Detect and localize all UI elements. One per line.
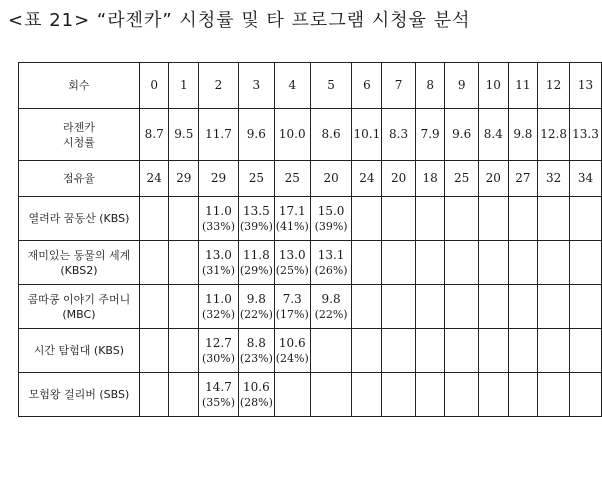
ratings-table bbox=[18, 62, 602, 417]
episode-number: 3 bbox=[238, 63, 274, 109]
program-share-percent: (26%) bbox=[314, 263, 348, 277]
program-rating-value: 13.0 bbox=[278, 247, 306, 262]
ratings-label-line2: 시청률 bbox=[62, 135, 95, 149]
share-value: 25 bbox=[445, 161, 478, 197]
table-body bbox=[19, 63, 602, 417]
program-rating-cell bbox=[352, 241, 382, 285]
rating-value: 8.3 bbox=[382, 109, 415, 161]
program-rating-value: 10.6 bbox=[242, 379, 270, 394]
program-rating-cell bbox=[310, 197, 352, 241]
program-rating-value: 9.8 bbox=[246, 291, 266, 306]
program-share-percent: (32%) bbox=[201, 307, 236, 321]
program-rating-cell bbox=[570, 373, 602, 417]
program-row bbox=[19, 329, 602, 373]
program-rating-cell bbox=[352, 329, 382, 373]
episode-number: 0 bbox=[139, 63, 169, 109]
program-share-percent: (33%) bbox=[201, 219, 236, 233]
program-rating-cell bbox=[445, 285, 478, 329]
episode-number: 2 bbox=[199, 63, 239, 109]
ratings-label bbox=[19, 109, 140, 161]
program-rating-cell bbox=[310, 241, 352, 285]
program-rating-cell bbox=[238, 285, 274, 329]
program-name: 재미있는 동물의 세계 bbox=[27, 248, 131, 262]
program-rating-cell bbox=[238, 197, 274, 241]
program-rating-cell bbox=[508, 285, 538, 329]
episode-number: 13 bbox=[570, 63, 602, 109]
program-rating-cell bbox=[139, 285, 169, 329]
program-rating-cell bbox=[199, 197, 239, 241]
episode-number: 4 bbox=[274, 63, 310, 109]
program-rating-value: 13.1 bbox=[317, 247, 345, 262]
program-rating-cell bbox=[445, 329, 478, 373]
header-row bbox=[19, 63, 602, 109]
program-rating-cell bbox=[382, 241, 415, 285]
rating-value: 10.1 bbox=[352, 109, 382, 161]
program-rating-cell bbox=[538, 241, 570, 285]
episode-number: 10 bbox=[478, 63, 508, 109]
rating-value: 12.8 bbox=[538, 109, 570, 161]
share-value: 18 bbox=[415, 161, 445, 197]
program-rating-cell bbox=[478, 285, 508, 329]
rating-value: 9.8 bbox=[508, 109, 538, 161]
program-rating-cell bbox=[199, 373, 239, 417]
program-rating-cell bbox=[445, 197, 478, 241]
program-share-percent: (29%) bbox=[239, 263, 273, 277]
rating-value: 11.7 bbox=[199, 109, 239, 161]
program-rating-value: 14.7 bbox=[205, 379, 232, 394]
program-rating-cell bbox=[352, 373, 382, 417]
program-rating-value: 7.3 bbox=[282, 291, 302, 306]
program-rating-cell bbox=[310, 285, 352, 329]
program-share-percent: (41%) bbox=[275, 219, 309, 233]
program-share-percent: (35%) bbox=[201, 395, 236, 409]
program-rating-cell bbox=[199, 285, 239, 329]
episode-number: 7 bbox=[382, 63, 415, 109]
program-rating-value: 11.0 bbox=[205, 203, 232, 218]
program-rating-cell bbox=[238, 329, 274, 373]
program-rating-cell bbox=[478, 197, 508, 241]
program-rating-cell bbox=[570, 285, 602, 329]
program-rating-cell bbox=[382, 285, 415, 329]
program-label bbox=[19, 197, 140, 241]
program-rating-cell bbox=[508, 373, 538, 417]
program-rating-value: 13.0 bbox=[205, 247, 232, 262]
rating-value: 8.6 bbox=[310, 109, 352, 161]
program-rating-cell bbox=[478, 329, 508, 373]
program-rating-value: 13.5 bbox=[242, 203, 270, 218]
program-rating-cell bbox=[274, 329, 310, 373]
program-rating-cell bbox=[274, 285, 310, 329]
program-rating-cell bbox=[415, 197, 445, 241]
program-rating-cell bbox=[169, 329, 199, 373]
program-rating-cell bbox=[415, 241, 445, 285]
share-value: 29 bbox=[199, 161, 239, 197]
program-rating-value: 12.7 bbox=[205, 335, 232, 350]
program-rating-cell bbox=[415, 329, 445, 373]
episode-number: 12 bbox=[538, 63, 570, 109]
program-rating-cell bbox=[274, 241, 310, 285]
rating-value: 10.0 bbox=[274, 109, 310, 161]
program-rating-value: 11.8 bbox=[242, 247, 270, 262]
program-rating-cell bbox=[169, 241, 199, 285]
share-value: 20 bbox=[478, 161, 508, 197]
program-rating-cell bbox=[169, 285, 199, 329]
program-share-percent: (23%) bbox=[239, 351, 273, 365]
rating-value: 8.7 bbox=[139, 109, 169, 161]
program-rating-cell bbox=[382, 373, 415, 417]
share-value: 34 bbox=[570, 161, 602, 197]
program-rating-cell bbox=[445, 373, 478, 417]
program-network: (MBC) bbox=[62, 307, 96, 321]
program-rating-value: 10.6 bbox=[278, 335, 306, 350]
program-rating-cell bbox=[538, 329, 570, 373]
program-rating-cell bbox=[238, 241, 274, 285]
program-share-percent: (22%) bbox=[239, 307, 273, 321]
program-row bbox=[19, 241, 602, 285]
program-rating-cell bbox=[199, 241, 239, 285]
program-rating-value: 8.8 bbox=[246, 335, 266, 350]
table-caption: <표 21> “라젠카” 시청률 및 타 프로그램 시청율 분석 bbox=[8, 10, 471, 31]
program-share-percent: (17%) bbox=[275, 307, 309, 321]
program-rating-cell bbox=[570, 197, 602, 241]
program-rating-cell bbox=[169, 197, 199, 241]
rating-value: 13.3 bbox=[570, 109, 602, 161]
share-value: 24 bbox=[139, 161, 169, 197]
program-rating-cell bbox=[508, 197, 538, 241]
rating-value: 9.6 bbox=[445, 109, 478, 161]
share-value: 24 bbox=[352, 161, 382, 197]
rating-value: 7.9 bbox=[415, 109, 445, 161]
program-rating-cell bbox=[538, 373, 570, 417]
program-share-percent: (30%) bbox=[201, 351, 236, 365]
program-rating-cell bbox=[139, 329, 169, 373]
program-rating-cell bbox=[538, 285, 570, 329]
share-value: 25 bbox=[238, 161, 274, 197]
program-share-percent: (28%) bbox=[239, 395, 273, 409]
program-rating-cell bbox=[538, 197, 570, 241]
program-share-percent: (22%) bbox=[314, 307, 348, 321]
episode-number: 1 bbox=[169, 63, 199, 109]
program-rating-cell bbox=[238, 373, 274, 417]
ratings-label-line1: 라젠카 bbox=[62, 120, 95, 134]
program-name: 열려라 꿈동산 (KBS) bbox=[28, 212, 130, 225]
ratings-row bbox=[19, 109, 602, 161]
episode-number: 6 bbox=[352, 63, 382, 109]
program-rating-value: 15.0 bbox=[317, 203, 345, 218]
program-name: 시간 탐험대 (KBS) bbox=[33, 344, 125, 357]
program-rating-cell bbox=[508, 329, 538, 373]
program-rating-cell bbox=[310, 329, 352, 373]
program-row bbox=[19, 373, 602, 417]
program-rating-cell bbox=[139, 373, 169, 417]
program-rating-cell bbox=[478, 373, 508, 417]
program-rating-cell bbox=[415, 373, 445, 417]
program-rating-cell bbox=[382, 197, 415, 241]
episode-header-label: 회수 bbox=[19, 63, 140, 109]
program-rating-cell bbox=[508, 241, 538, 285]
share-value: 32 bbox=[538, 161, 570, 197]
share-row bbox=[19, 161, 602, 197]
program-rating-cell bbox=[478, 241, 508, 285]
program-label bbox=[19, 329, 140, 373]
share-value: 25 bbox=[274, 161, 310, 197]
episode-number: 9 bbox=[445, 63, 478, 109]
program-label bbox=[19, 285, 140, 329]
program-rating-cell bbox=[199, 329, 239, 373]
program-rating-cell bbox=[274, 373, 310, 417]
program-rating-cell bbox=[570, 241, 602, 285]
program-label bbox=[19, 241, 140, 285]
rating-value: 8.4 bbox=[478, 109, 508, 161]
program-rating-cell bbox=[445, 241, 478, 285]
share-value: 20 bbox=[382, 161, 415, 197]
program-name: 콤따콩 이야기 주머니 bbox=[27, 292, 131, 306]
program-rating-cell bbox=[570, 329, 602, 373]
share-value: 29 bbox=[169, 161, 199, 197]
program-rating-cell bbox=[139, 197, 169, 241]
rating-value: 9.6 bbox=[238, 109, 274, 161]
rating-value: 9.5 bbox=[169, 109, 199, 161]
program-share-percent: (39%) bbox=[239, 219, 273, 233]
episode-number: 5 bbox=[310, 63, 352, 109]
program-share-percent: (39%) bbox=[314, 219, 348, 233]
program-label bbox=[19, 373, 140, 417]
program-rating-cell bbox=[382, 329, 415, 373]
program-rating-cell bbox=[139, 241, 169, 285]
program-rating-cell bbox=[169, 373, 199, 417]
share-label: 점유율 bbox=[19, 161, 140, 197]
episode-number: 8 bbox=[415, 63, 445, 109]
share-value: 27 bbox=[508, 161, 538, 197]
program-rating-cell bbox=[310, 373, 352, 417]
program-rating-cell bbox=[274, 197, 310, 241]
program-rating-value: 9.8 bbox=[321, 291, 341, 306]
program-share-percent: (24%) bbox=[275, 351, 309, 365]
share-value: 20 bbox=[310, 161, 352, 197]
program-network: (KBS2) bbox=[60, 263, 98, 277]
program-row bbox=[19, 197, 602, 241]
program-row bbox=[19, 285, 602, 329]
program-rating-cell bbox=[352, 285, 382, 329]
program-name: 모험왕 걸리버 (SBS) bbox=[28, 388, 130, 401]
episode-number: 11 bbox=[508, 63, 538, 109]
program-rating-value: 11.0 bbox=[205, 291, 232, 306]
program-rating-value: 17.1 bbox=[278, 203, 306, 218]
program-share-percent: (25%) bbox=[275, 263, 309, 277]
program-rating-cell bbox=[352, 197, 382, 241]
program-rating-cell bbox=[415, 285, 445, 329]
program-share-percent: (31%) bbox=[201, 263, 236, 277]
